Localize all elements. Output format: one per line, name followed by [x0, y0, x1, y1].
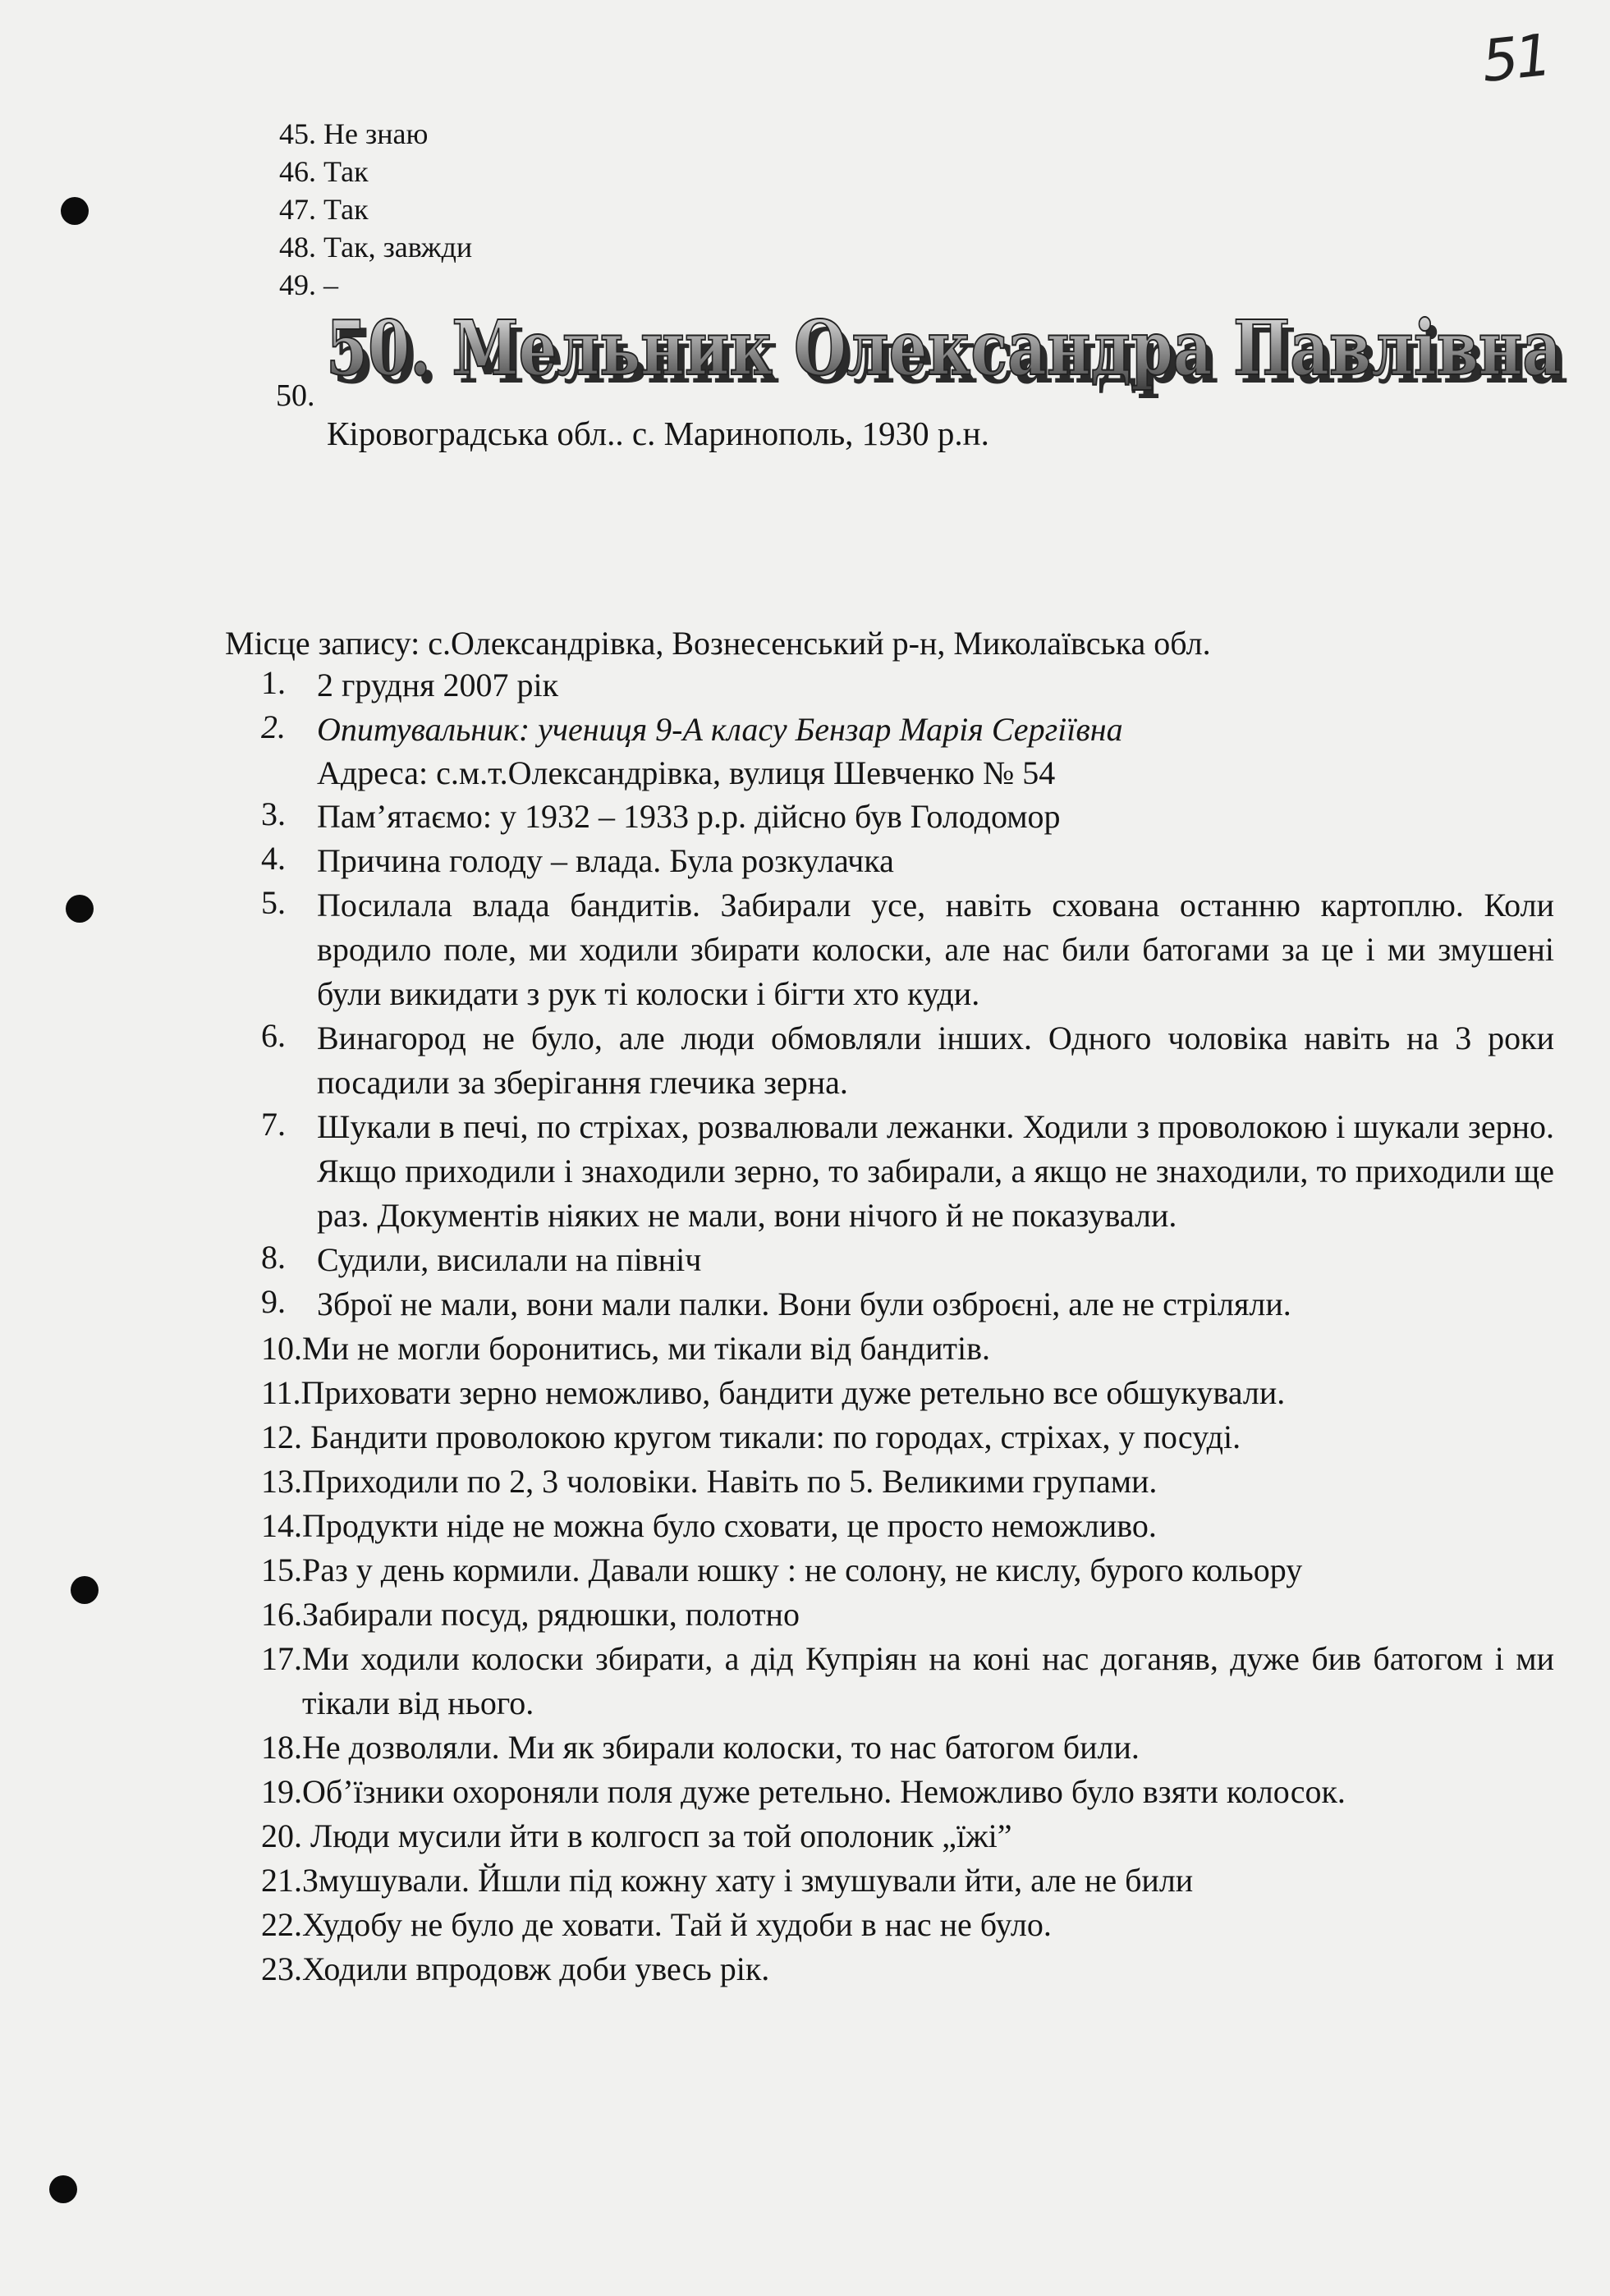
list-item: 23.Ходили впродовж доби увесь рік.	[261, 1950, 770, 1987]
list-item: 9. Зброї не мали, вони мали палки. Вони були озброєні, але не стріляли.	[261, 1283, 1291, 1322]
list-item: 20. Люди мусили йти в колгосп за той ополоник „їжі”	[261, 1817, 1012, 1854]
handwritten-page-number: 51	[1478, 21, 1553, 96]
list-item: 8. Судили, висилали на північ	[261, 1239, 702, 1278]
punch-hole	[49, 2175, 77, 2203]
list-item: 18.Не дозволяли. Ми як збирали колоски, то нас батогом били.	[261, 1729, 1140, 1766]
previous-answers-list	[279, 115, 472, 304]
list-item: 1. 2 грудня 2007 рік	[261, 664, 559, 703]
list-item: 6. Винагород не було, але люди обмовляли інших. Одного чоловіка навіть на 3 роки посадили за зберігання глечика зерна.	[261, 1017, 1554, 1101]
list-item: 19.Об’їзники охороняли поля дуже ретельно. Неможливо було взяти колосок.	[261, 1773, 1346, 1810]
list-item: 48. Так, завжди	[279, 231, 473, 264]
list-item: 45. Не знаю	[279, 117, 429, 150]
list-item: 7. Шукали в печі, по стріхах, розвалювали лежанки. Ходили з проволокою і шукали зерно. Якщо приходили і знаходили зерно, то забирали, а якщо не знаходили, то приходили ще раз. Документів ніяких не мали, вони нічого й не показували.	[261, 1106, 1554, 1234]
list-item: 14.Продукти ніде не можна було сховати, це просто неможливо.	[261, 1507, 1157, 1544]
interviewer-address: Адреса: с.м.т.Олександрівка, вулиця Шевченко № 54	[317, 754, 1056, 791]
list-item: 21.Змушували. Йшли під кожну хату і змушували йти, але не били	[261, 1862, 1194, 1899]
list-item: 10.Ми не могли боронитись, ми тікали від бандитів.	[261, 1330, 990, 1367]
entry-number: 50.	[276, 378, 315, 413]
list-item: 46. Так	[279, 155, 369, 188]
list-item: 22.Худобу не було де ховати. Тай й худоби в нас не було.	[261, 1906, 1052, 1943]
list-item: 4. Причина голоду – влада. Була розкулачка	[261, 840, 894, 879]
list-item: 3. Пам’ятаємо: у 1932 – 1933 р.р. дійсно був Голодомор	[261, 795, 1061, 835]
list-item: 5. Посилала влада бандитів. Забирали усе, навіть схована останню картоплю. Коли вродило поле, ми ходили збирати колоски, але нас били батогами за це і ми змушені були викидати з рук ті колоски і бігти хто куди.	[261, 884, 1554, 1012]
wordart-text: 50. Мельник Олександра Павлівна	[326, 304, 1562, 392]
respondent-origin: Кіровоградська обл.. с. Маринополь, 1930 р.н.	[327, 415, 989, 452]
punch-hole	[71, 1576, 99, 1604]
wordart-name-heading	[324, 297, 1576, 401]
record-place: Місце запису: с.Олександрівка, Вознесенський р-н, Миколаївська обл.	[225, 625, 1211, 662]
list-item: 11.Приховати зерно неможливо, бандити дуже ретельно все обшукували.	[261, 1374, 1286, 1411]
list-item: 49. –	[279, 268, 338, 301]
list-item: 12. Бандити проволокою кругом тикали: по городах, стріхах, у посуді.	[261, 1418, 1241, 1455]
list-item: 16.Забирали посуд, рядюшки, полотно	[261, 1596, 800, 1633]
list-item: 13.Приходили по 2, 3 чоловіки. Навіть по 5. Великими групами.	[261, 1463, 1158, 1500]
punch-hole	[66, 895, 94, 923]
list-item: 2. Опитувальник: учениця 9-А класу Бензар Марія Сергіївна	[261, 708, 1123, 748]
punch-hole	[61, 197, 89, 225]
list-item: 15.Раз у день кормили. Давали юшку : не солону, не кислу, бурого кольору	[261, 1551, 1303, 1588]
list-item: 47. Так	[279, 193, 369, 226]
wordart-shadow: 50. Мельник Олександра Павлівна	[333, 312, 1568, 401]
list-item: 17.Ми ходили колоски збирати, а дід Купріян на коні нас доганяв, дуже бив батогом і ми тікали від нього.	[261, 1640, 1554, 1721]
answers-list	[261, 663, 1554, 1991]
